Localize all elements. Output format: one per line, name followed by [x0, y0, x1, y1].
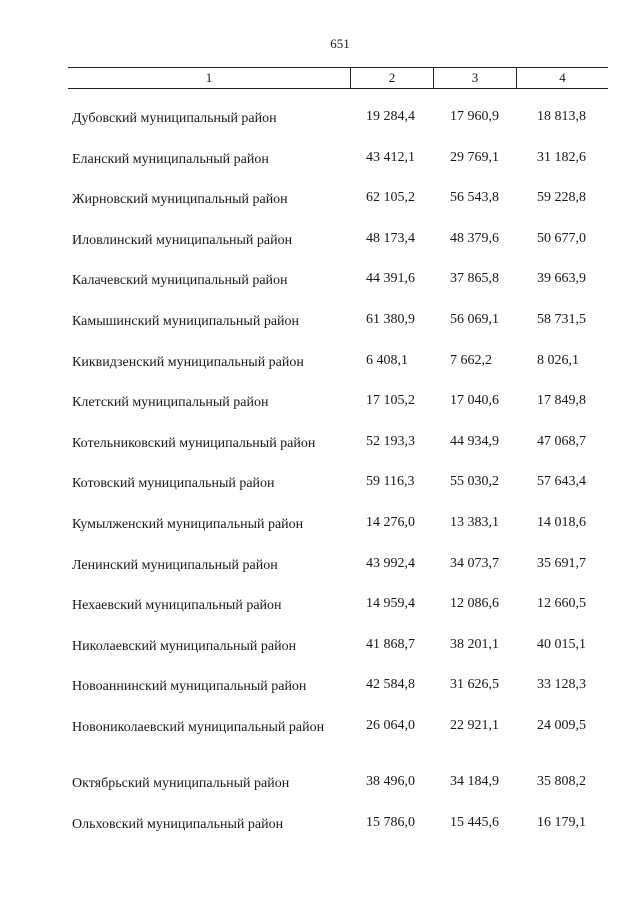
value-col-3: 13 383,1 [450, 514, 499, 530]
value-col-3: 55 030,2 [450, 474, 499, 490]
header-col-4: 4 [559, 70, 566, 85]
district-name: Дубовский муниципальный район [72, 111, 277, 126]
value-col-2: 43 412,1 [366, 149, 415, 165]
value-col-3: 17 040,6 [450, 393, 499, 409]
district-name: Ольховский муниципальный район [72, 816, 284, 832]
value-col-3: 34 073,7 [450, 555, 499, 571]
district-name: Новоаннинский муниципальный район [72, 679, 307, 695]
district-name: Еланский муниципальный район [72, 151, 269, 167]
value-col-2: 61 380,9 [366, 311, 415, 327]
table-header [68, 67, 608, 89]
value-col-4: 31 182,6 [537, 149, 586, 165]
district-name: Киквидзенский муниципальный район [72, 354, 304, 370]
district-name: Ленинский муниципальный район [72, 557, 278, 573]
value-col-4: 59 228,8 [537, 190, 586, 206]
district-name: Калачевский муниципальный район [72, 273, 288, 289]
header-col-3: 3 [434, 68, 517, 88]
table-row [0, 141, 640, 182]
value-col-4: 12 660,5 [537, 596, 586, 612]
value-col-4: 24 009,5 [537, 717, 586, 733]
header-col-1: 1 [68, 68, 351, 88]
value-col-2: 6 408,1 [366, 352, 408, 368]
value-col-4: 40 015,1 [537, 636, 586, 652]
value-col-3: 56 069,1 [450, 311, 499, 327]
value-col-2: 41 868,7 [366, 636, 415, 652]
table-row [0, 547, 640, 588]
value-col-3: 22 921,1 [450, 717, 499, 733]
district-name: Котовский муниципальный район [72, 476, 275, 492]
value-col-2: 17 105,2 [366, 393, 415, 409]
value-col-3: 48 379,6 [450, 230, 499, 246]
table-row [0, 806, 640, 847]
district-name: Котельниковский муниципальный район [72, 435, 316, 451]
table-row [0, 303, 640, 344]
value-col-4: 33 128,3 [537, 677, 586, 693]
value-col-4: 16 179,1 [537, 814, 586, 830]
value-col-3: 44 934,9 [450, 433, 499, 449]
district-name: Иловлинский муниципальный район [72, 232, 293, 248]
value-col-2: 52 193,3 [366, 433, 415, 449]
district-name: Нехаевский муниципальный район [72, 598, 282, 614]
district-name: Камышинский муниципальный район [72, 313, 300, 329]
district-name: Новониколаевский муниципальный район [72, 719, 325, 735]
value-col-3: 15 445,6 [450, 814, 499, 830]
value-col-4: 8 026,1 [537, 352, 579, 368]
value-col-4: 17 849,8 [537, 393, 586, 409]
table-row [0, 384, 640, 425]
value-col-2: 19 284,4 [366, 109, 415, 124]
value-col-2: 38 496,0 [366, 773, 415, 789]
value-col-2: 14 959,4 [366, 596, 415, 612]
value-col-3: 29 769,1 [450, 149, 499, 165]
table-row [0, 222, 640, 263]
value-col-3: 12 086,6 [450, 596, 499, 612]
value-col-3: 31 626,5 [450, 677, 499, 693]
district-name: Николаевский муниципальный район [72, 638, 297, 654]
table-row [0, 262, 640, 303]
value-col-2: 15 786,0 [366, 814, 415, 830]
value-col-3: 38 201,1 [450, 636, 499, 652]
value-col-4: 18 813,8 [537, 109, 586, 124]
value-col-2: 48 173,4 [366, 230, 415, 246]
value-col-4: 35 691,7 [537, 555, 586, 571]
value-col-2: 42 584,8 [366, 677, 415, 693]
page-number: 651 [330, 36, 350, 51]
value-col-2: 44 391,6 [366, 271, 415, 287]
value-col-4: 39 663,9 [537, 271, 586, 287]
table-row [0, 668, 640, 709]
table-row [0, 765, 640, 806]
table-row [0, 100, 640, 141]
value-col-3: 7 662,2 [450, 352, 492, 368]
table-row [0, 506, 640, 547]
value-col-2: 62 105,2 [366, 190, 415, 206]
value-col-3: 34 184,9 [450, 773, 499, 789]
value-col-4: 35 808,2 [537, 773, 586, 789]
value-col-4: 58 731,5 [537, 311, 586, 327]
value-col-4: 47 068,7 [537, 433, 586, 449]
table-row [0, 344, 640, 385]
value-col-2: 59 116,3 [366, 474, 415, 490]
header-col-2: 2 [351, 68, 434, 88]
value-col-3: 37 865,8 [450, 271, 499, 287]
district-name: Октябрьский муниципальный район [72, 775, 290, 791]
table-row [0, 628, 640, 669]
value-col-4: 14 018,6 [537, 514, 586, 530]
district-name: Жирновский муниципальный район [72, 192, 288, 208]
table-row [0, 425, 640, 466]
table-row [0, 587, 640, 628]
district-name: Клетский муниципальный район [72, 395, 269, 411]
value-col-2: 26 064,0 [366, 717, 415, 733]
district-name: Кумылженский муниципальный район [72, 516, 304, 532]
value-col-4: 50 677,0 [537, 230, 586, 246]
value-col-2: 43 992,4 [366, 555, 415, 571]
value-col-3: 56 543,8 [450, 190, 499, 206]
value-col-3: 17 960,9 [450, 109, 499, 124]
value-col-2: 14 276,0 [366, 514, 415, 530]
table-row [0, 465, 640, 506]
table-row [0, 181, 640, 222]
table-body [0, 100, 640, 846]
value-col-4: 57 643,4 [537, 474, 586, 490]
table-row [0, 709, 640, 765]
